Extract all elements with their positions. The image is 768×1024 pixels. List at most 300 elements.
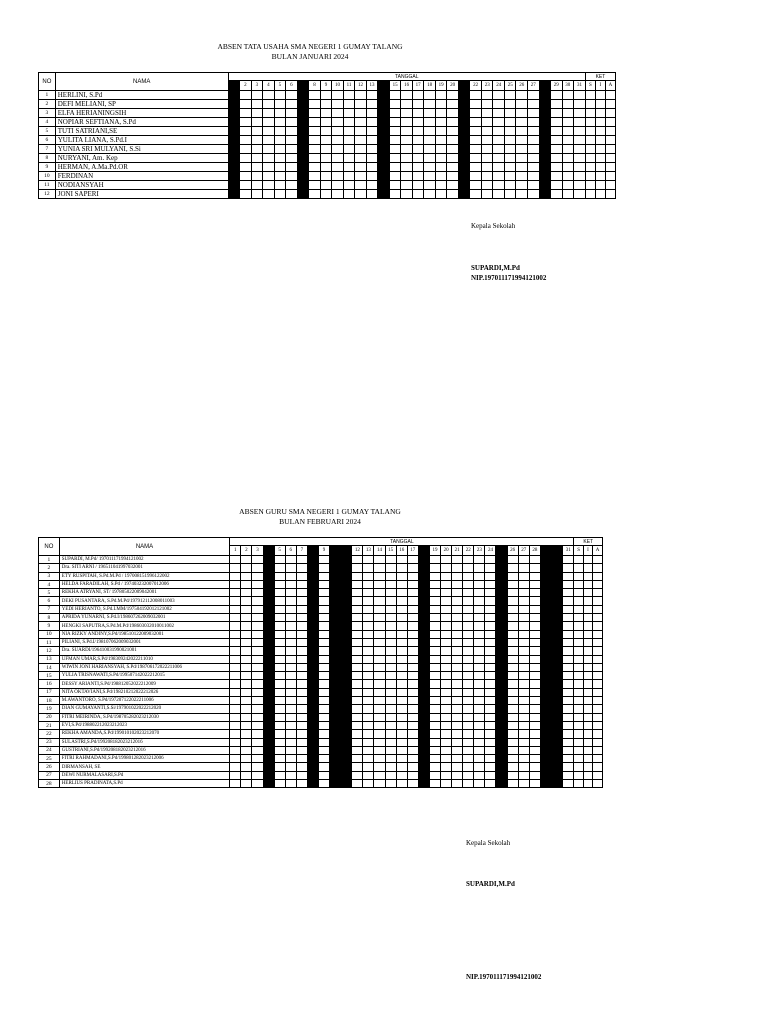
attendance-cell	[286, 190, 298, 199]
attendance-cell	[252, 556, 263, 564]
attendance-cell	[318, 705, 329, 713]
row-name: HERLINI, S.Pd	[55, 91, 228, 100]
attendance-cell	[407, 763, 418, 771]
attendance-cell	[563, 589, 574, 597]
attendance-cell	[374, 564, 385, 572]
attendance-cell	[241, 746, 252, 754]
attendance-cell	[540, 771, 551, 779]
attendance-cell	[252, 713, 263, 721]
attendance-cell	[343, 190, 355, 199]
attendance-cell	[252, 746, 263, 754]
attendance-cell	[504, 118, 516, 127]
attendance-cell	[352, 630, 363, 638]
attendance-cell	[485, 614, 496, 622]
attendance-cell	[318, 755, 329, 763]
attendance-cell	[330, 589, 341, 597]
attendance-cell	[274, 181, 286, 190]
attendance-cell	[518, 672, 529, 680]
attendance-cell	[252, 597, 263, 605]
attendance-cell	[463, 680, 474, 688]
attendance-cell	[320, 181, 332, 190]
attendance-cell	[447, 109, 459, 118]
attendance-cell	[507, 614, 518, 622]
ket-cell-a	[593, 605, 603, 613]
attendance-cell	[330, 721, 341, 729]
ket-cell-a	[593, 672, 603, 680]
attendance-cell	[529, 614, 540, 622]
attendance-cell	[529, 622, 540, 630]
attendance-table-february	[38, 537, 603, 788]
ket-cell-s	[585, 136, 595, 145]
attendance-cell	[374, 572, 385, 580]
attendance-cell	[563, 630, 574, 638]
row-name: YEDI HERIANTO, S.Pd.I.MM/197504192012121002	[59, 605, 229, 613]
attendance-cell	[309, 181, 321, 190]
attendance-cell	[529, 605, 540, 613]
section1-subtitle: BULAN JANUARI 2024	[271, 52, 349, 61]
section2-signature-name: SUPARDI,M.Pd	[466, 880, 515, 888]
day-header-2: 2	[240, 81, 252, 91]
attendance-cell	[240, 127, 252, 136]
attendance-cell	[562, 154, 574, 163]
day-header-23: 23	[481, 81, 493, 91]
attendance-cell	[463, 672, 474, 680]
attendance-cell	[412, 91, 424, 100]
row-name: REKHA AMANDA,S.Pd/199010102023212070	[59, 730, 229, 738]
attendance-cell	[307, 755, 318, 763]
attendance-cell	[263, 763, 274, 771]
attendance-cell	[540, 556, 551, 564]
attendance-cell	[474, 705, 485, 713]
ket-cell-a	[593, 705, 603, 713]
ket-cell-i	[583, 647, 592, 655]
attendance-cell	[441, 597, 452, 605]
table-row	[39, 771, 603, 779]
attendance-cell	[452, 655, 463, 663]
attendance-cell	[496, 746, 507, 754]
attendance-cell	[330, 647, 341, 655]
attendance-cell	[529, 730, 540, 738]
attendance-cell	[441, 663, 452, 671]
attendance-cell	[296, 688, 307, 696]
attendance-cell	[366, 127, 378, 136]
attendance-cell	[518, 580, 529, 588]
attendance-cell	[241, 663, 252, 671]
attendance-cell	[228, 145, 240, 154]
day-header-25: 25	[496, 546, 507, 556]
attendance-cell	[341, 630, 352, 638]
row-name: DEKI PUSANTARA, S.Pd.M.Pd/197912112008011003	[59, 597, 229, 605]
attendance-cell	[330, 680, 341, 688]
ket-cell-a	[605, 91, 615, 100]
attendance-cell	[551, 127, 563, 136]
attendance-cell	[441, 614, 452, 622]
attendance-cell	[470, 181, 482, 190]
attendance-cell	[401, 127, 413, 136]
attendance-cell	[424, 172, 436, 181]
attendance-cell	[230, 647, 241, 655]
attendance-cell	[307, 663, 318, 671]
attendance-cell	[396, 780, 407, 788]
attendance-cell	[474, 597, 485, 605]
attendance-cell	[296, 755, 307, 763]
attendance-cell	[241, 614, 252, 622]
row-name: DEFI MELIANI, SP	[55, 100, 228, 109]
attendance-cell	[458, 100, 470, 109]
attendance-cell	[429, 572, 440, 580]
attendance-cell	[318, 680, 329, 688]
attendance-cell	[363, 730, 374, 738]
attendance-cell	[507, 755, 518, 763]
attendance-cell	[463, 556, 474, 564]
row-name: GUSTRIANI,S.Pd/199208182023212016	[59, 746, 229, 754]
row-number: 10	[39, 630, 60, 638]
attendance-cell	[320, 127, 332, 136]
attendance-cell	[447, 154, 459, 163]
attendance-cell	[240, 190, 252, 199]
table-row	[39, 614, 603, 622]
attendance-cell	[407, 655, 418, 663]
ket-cell-s	[574, 614, 583, 622]
attendance-cell	[452, 597, 463, 605]
ket-cell-i	[595, 100, 605, 109]
attendance-cell	[563, 780, 574, 788]
attendance-cell	[285, 680, 296, 688]
attendance-cell	[385, 556, 396, 564]
attendance-cell	[320, 109, 332, 118]
attendance-cell	[493, 91, 505, 100]
attendance-cell	[352, 614, 363, 622]
attendance-cell	[518, 655, 529, 663]
attendance-cell	[297, 154, 309, 163]
attendance-cell	[447, 172, 459, 181]
attendance-cell	[458, 172, 470, 181]
attendance-cell	[366, 136, 378, 145]
attendance-cell	[507, 738, 518, 746]
attendance-cell	[452, 705, 463, 713]
attendance-cell	[285, 622, 296, 630]
attendance-cell	[241, 738, 252, 746]
attendance-cell	[297, 100, 309, 109]
attendance-cell	[307, 771, 318, 779]
attendance-cell	[551, 622, 562, 630]
attendance-cell	[352, 672, 363, 680]
attendance-cell	[516, 181, 528, 190]
attendance-cell	[228, 172, 240, 181]
attendance-cell	[429, 605, 440, 613]
attendance-cell	[330, 755, 341, 763]
attendance-cell	[352, 580, 363, 588]
attendance-cell	[307, 564, 318, 572]
attendance-cell	[518, 647, 529, 655]
attendance-cell	[496, 713, 507, 721]
attendance-cell	[252, 755, 263, 763]
attendance-cell	[528, 154, 540, 163]
attendance-cell	[418, 556, 429, 564]
attendance-cell	[407, 780, 418, 788]
attendance-cell	[463, 771, 474, 779]
attendance-cell	[396, 580, 407, 588]
table-row	[39, 572, 603, 580]
attendance-cell	[470, 100, 482, 109]
attendance-cell	[529, 763, 540, 771]
attendance-cell	[385, 746, 396, 754]
table-row	[39, 622, 603, 630]
attendance-cell	[230, 746, 241, 754]
attendance-cell	[539, 145, 551, 154]
row-number: 16	[39, 680, 60, 688]
attendance-cell	[307, 605, 318, 613]
attendance-cell	[341, 647, 352, 655]
attendance-cell	[374, 780, 385, 788]
attendance-cell	[297, 145, 309, 154]
day-header-30: 30	[562, 81, 574, 91]
attendance-cell	[355, 172, 367, 181]
ket-cell-a	[593, 638, 603, 646]
day-header-25: 25	[504, 81, 516, 91]
attendance-cell	[493, 100, 505, 109]
day-header-29: 29	[540, 546, 551, 556]
attendance-cell	[452, 614, 463, 622]
attendance-cell	[318, 763, 329, 771]
attendance-cell	[341, 746, 352, 754]
table-row	[39, 755, 603, 763]
attendance-cell	[252, 647, 263, 655]
attendance-cell	[474, 771, 485, 779]
attendance-cell	[563, 614, 574, 622]
attendance-cell	[318, 589, 329, 597]
attendance-cell	[407, 663, 418, 671]
attendance-cell	[474, 556, 485, 564]
attendance-cell	[540, 730, 551, 738]
attendance-cell	[241, 680, 252, 688]
ket-cell-s	[574, 730, 583, 738]
row-name: NOPIAR SEFTIANA, S.Pd	[55, 118, 228, 127]
attendance-cell	[518, 597, 529, 605]
attendance-cell	[518, 663, 529, 671]
attendance-cell	[307, 589, 318, 597]
attendance-cell	[330, 564, 341, 572]
ket-cell-s	[574, 622, 583, 630]
attendance-cell	[285, 647, 296, 655]
attendance-cell	[318, 688, 329, 696]
attendance-cell	[507, 688, 518, 696]
day-header-19: 19	[435, 81, 447, 91]
attendance-cell	[429, 564, 440, 572]
attendance-cell	[341, 763, 352, 771]
attendance-cell	[385, 622, 396, 630]
attendance-cell	[355, 91, 367, 100]
ket-cell-a	[605, 154, 615, 163]
attendance-cell	[352, 721, 363, 729]
table-row	[39, 738, 603, 746]
attendance-cell	[385, 730, 396, 738]
attendance-cell	[374, 597, 385, 605]
table-row	[39, 172, 616, 181]
attendance-cell	[396, 622, 407, 630]
attendance-cell	[474, 572, 485, 580]
row-name: NURYANI, Am. Kep	[55, 154, 228, 163]
attendance-cell	[551, 746, 562, 754]
row-number: 9	[39, 163, 56, 172]
attendance-cell	[389, 154, 401, 163]
attendance-cell	[507, 638, 518, 646]
attendance-cell	[355, 109, 367, 118]
attendance-cell	[452, 572, 463, 580]
attendance-cell	[385, 755, 396, 763]
attendance-cell	[429, 771, 440, 779]
attendance-cell	[518, 755, 529, 763]
row-name: JONI SAPERI	[55, 190, 228, 199]
row-number: 14	[39, 663, 60, 671]
attendance-cell	[263, 136, 275, 145]
attendance-cell	[374, 580, 385, 588]
attendance-cell	[274, 91, 286, 100]
ket-cell-i	[595, 118, 605, 127]
attendance-cell	[529, 713, 540, 721]
attendance-cell	[263, 638, 274, 646]
attendance-cell	[296, 622, 307, 630]
attendance-cell	[551, 771, 562, 779]
attendance-cell	[496, 763, 507, 771]
attendance-cell	[485, 589, 496, 597]
attendance-cell	[285, 755, 296, 763]
attendance-cell	[441, 580, 452, 588]
attendance-cell	[551, 172, 563, 181]
table-row	[39, 680, 603, 688]
row-number: 19	[39, 705, 60, 713]
row-name: EVI,S.Pd/198802212023212023	[59, 721, 229, 729]
attendance-cell	[320, 136, 332, 145]
attendance-cell	[418, 663, 429, 671]
attendance-cell	[518, 721, 529, 729]
attendance-cell	[447, 118, 459, 127]
attendance-cell	[463, 755, 474, 763]
attendance-cell	[458, 154, 470, 163]
attendance-cell	[230, 713, 241, 721]
attendance-cell	[485, 663, 496, 671]
attendance-cell	[296, 556, 307, 564]
ket-cell-s	[574, 647, 583, 655]
row-name: DEWI NURMALASARI,S.Pd	[59, 771, 229, 779]
attendance-cell	[307, 721, 318, 729]
attendance-cell	[363, 780, 374, 788]
attendance-cell	[485, 688, 496, 696]
attendance-cell	[252, 688, 263, 696]
attendance-cell	[529, 755, 540, 763]
attendance-cell	[241, 771, 252, 779]
attendance-cell	[496, 755, 507, 763]
attendance-cell	[274, 647, 285, 655]
attendance-cell	[274, 556, 285, 564]
attendance-cell	[352, 663, 363, 671]
attendance-cell	[343, 163, 355, 172]
row-name: ELFA HERIANINGSIH	[55, 109, 228, 118]
table-row	[39, 190, 616, 199]
attendance-cell	[562, 136, 574, 145]
attendance-cell	[474, 622, 485, 630]
attendance-cell	[252, 730, 263, 738]
attendance-cell	[435, 181, 447, 190]
ket-cell-a	[593, 730, 603, 738]
attendance-cell	[528, 100, 540, 109]
attendance-cell	[318, 730, 329, 738]
ket-cell-i	[583, 614, 592, 622]
attendance-cell	[441, 564, 452, 572]
attendance-cell	[529, 771, 540, 779]
attendance-cell	[452, 697, 463, 705]
day-header-9: 9	[318, 546, 329, 556]
attendance-cell	[396, 680, 407, 688]
attendance-cell	[332, 172, 344, 181]
attendance-cell	[309, 154, 321, 163]
day-header-11: 11	[343, 81, 355, 91]
attendance-cell	[418, 763, 429, 771]
attendance-cell	[341, 638, 352, 646]
attendance-cell	[330, 572, 341, 580]
row-name: YUNIA SRI MULYANI, S.Si	[55, 145, 228, 154]
row-name: SULASTRI,S.Pd/199208182023212016	[59, 738, 229, 746]
row-number: 18	[39, 697, 60, 705]
attendance-cell	[540, 705, 551, 713]
attendance-cell	[562, 100, 574, 109]
ket-cell-s	[574, 763, 583, 771]
attendance-cell	[540, 647, 551, 655]
attendance-cell	[507, 655, 518, 663]
day-header-29: 29	[551, 81, 563, 91]
attendance-cell	[341, 780, 352, 788]
attendance-cell	[296, 647, 307, 655]
attendance-cell	[274, 172, 286, 181]
attendance-cell	[252, 564, 263, 572]
attendance-cell	[252, 638, 263, 646]
attendance-cell	[563, 721, 574, 729]
ket-header-s: S	[574, 546, 583, 556]
attendance-cell	[551, 738, 562, 746]
attendance-cell	[441, 713, 452, 721]
attendance-cell	[563, 564, 574, 572]
attendance-cell	[540, 680, 551, 688]
attendance-cell	[474, 647, 485, 655]
table-row	[39, 580, 603, 588]
attendance-cell	[539, 136, 551, 145]
attendance-cell	[435, 118, 447, 127]
attendance-cell	[470, 109, 482, 118]
attendance-cell	[429, 705, 440, 713]
attendance-cell	[374, 630, 385, 638]
attendance-cell	[274, 597, 285, 605]
row-number: 28	[39, 780, 60, 788]
attendance-cell	[318, 572, 329, 580]
attendance-cell	[412, 127, 424, 136]
ket-cell-a	[593, 680, 603, 688]
attendance-cell	[286, 127, 298, 136]
attendance-cell	[297, 109, 309, 118]
attendance-cell	[441, 771, 452, 779]
attendance-cell	[463, 705, 474, 713]
attendance-cell	[528, 109, 540, 118]
attendance-cell	[297, 118, 309, 127]
attendance-cell	[318, 655, 329, 663]
attendance-cell	[307, 697, 318, 705]
attendance-cell	[470, 190, 482, 199]
attendance-cell	[562, 172, 574, 181]
attendance-cell	[286, 91, 298, 100]
ket-cell-s	[574, 755, 583, 763]
attendance-cell	[330, 580, 341, 588]
attendance-cell	[320, 154, 332, 163]
attendance-cell	[441, 738, 452, 746]
